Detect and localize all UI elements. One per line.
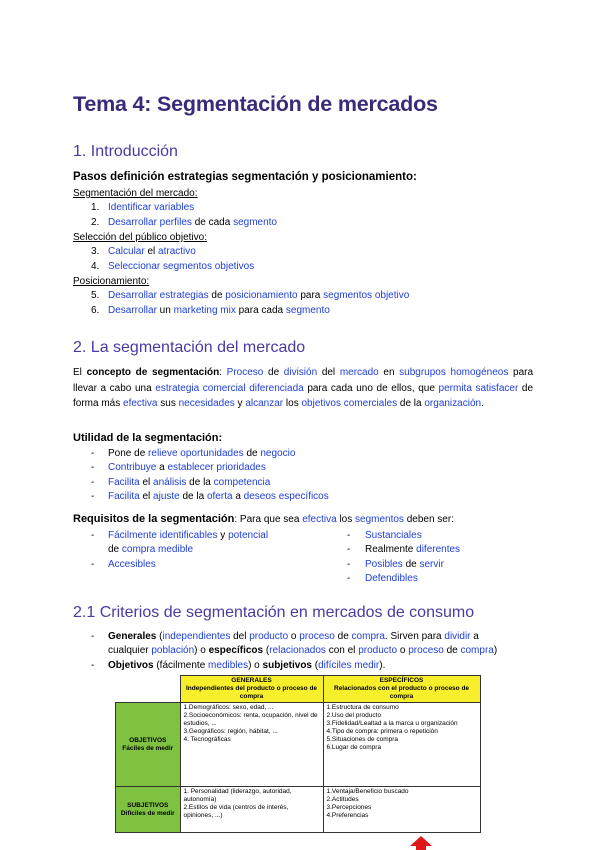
page-title: Tema 4: Segmentación de mercados [73, 92, 438, 116]
step-3: 3. Calcular el atractivo [91, 246, 196, 257]
cell-objetivos-especificos: 1.Estructura de consumo 2.Uso del producto 3.Fidelidad/Lealtad a la marca u organización 4.Tipo de compra: primera o repetición 5.Situaciones de compra 6.Lugar de compra [323, 703, 480, 787]
utility-item: - Facilita el ajuste de la oferta a deseos específicos [91, 491, 329, 502]
requirement-item: - Fácilmente identificables y potencial [91, 530, 269, 541]
concept-paragraph: El concepto de segmentación: Proceso de división del mercado en subgrupos homogéneos para llevar a cabo una estrategia comercial diferenciada para cada uno de ellos, que permita satisfacer de forma más efectiva sus necesidades y alcanzar los objetivos comerciales de la organización. [73, 367, 534, 410]
utility-item: - Pone de relieve oportunidades de negocio [91, 448, 296, 459]
requirement-item: - Realmente diferentes [347, 544, 461, 555]
cell-subjetivos-generales: 1. Personalidad (liderazgo, autoridad, autonomía) 2.Estilos de vida (centros de interés, opiniones, ...) [180, 787, 323, 833]
utility-title: Utilidad de la segmentación: [73, 432, 223, 444]
utility-item: - Contribuye a establecer prioridades [91, 462, 266, 473]
cell-objetivos-generales: 1.Demográficos: sexo, edad, ... 2.Socioeconómicos: renta, ocupación, nivel de estudios, ... 3.Geográficos: región, hábitat, ... 4. Tecnográficas [180, 703, 323, 787]
section-2-heading: 2. La segmentación del mercado [73, 339, 306, 356]
table-corner [116, 676, 181, 703]
utility-item: - Facilita el análisis de la competencia [91, 477, 271, 488]
row-label-objetivos: OBJETIVOS Fáciles de medir [116, 703, 181, 787]
header-especificos: ESPECÍFICOS Relacionados con el producto o proceso de compra [323, 676, 480, 703]
criteria-item-general: - Generales (independientes del producto o proceso de compra. Sirven para dividir a [91, 631, 479, 642]
requirement-item: - Accesibles [91, 559, 156, 570]
requirement-item: - Sustanciales [347, 530, 422, 541]
section-2-1-heading: 2.1 Criterios de segmentación en mercados de consumo [73, 604, 475, 621]
step-4: 4. Seleccionar segmentos objetivos [91, 261, 255, 272]
section-1-heading: 1. Introducción [73, 143, 178, 160]
cell-subjetivos-especificos: 1.Ventaja/Beneficio buscado 2.Actitudes 3.Percepciones 4.Preferencias [323, 787, 480, 833]
requirements-line: Requisitos de la segmentación: Para que sea efectiva los segmentos deben ser: [73, 513, 454, 525]
criteria-item-general-cont: cualquier población) o específicos (relacionados con el producto o proceso de compra) [108, 645, 498, 656]
steps-title: Pasos definición estrategias segmentación y posicionamiento: [73, 171, 417, 183]
group-posicionamiento: Posicionamiento: [73, 276, 150, 287]
row-label-subjetivos: SUBJETIVOS Difíciles de medir [116, 787, 181, 833]
step-6: 6. Desarrollar un marketing mix para cada segmento [91, 305, 330, 316]
criteria-table [115, 675, 481, 833]
step-1: 1. Identificar variables [91, 202, 195, 213]
requirement-item-cont: de compra medible [108, 544, 194, 555]
step-5: 5. Desarrollar estrategias de posicionamiento para segmentos objetivo [91, 290, 410, 301]
group-segmentacion: Segmentación del mercado: [73, 188, 198, 199]
group-seleccion: Selección del público objetivo: [73, 232, 207, 243]
up-arrow-icon [410, 836, 432, 846]
requirement-item: - Posibles de servir [347, 559, 444, 570]
criteria-item-objective: - Objetivos (fácilmente medibles) o subjetivos (difíciles medir). [91, 660, 386, 671]
step-2: 2. Desarrollar perfiles de cada segmento [91, 217, 277, 228]
up-arrow-stem [416, 846, 426, 850]
requirement-item: - Defendibles [347, 573, 418, 584]
header-generales: GENERALES Independientes del producto o proceso de compra [180, 676, 323, 703]
